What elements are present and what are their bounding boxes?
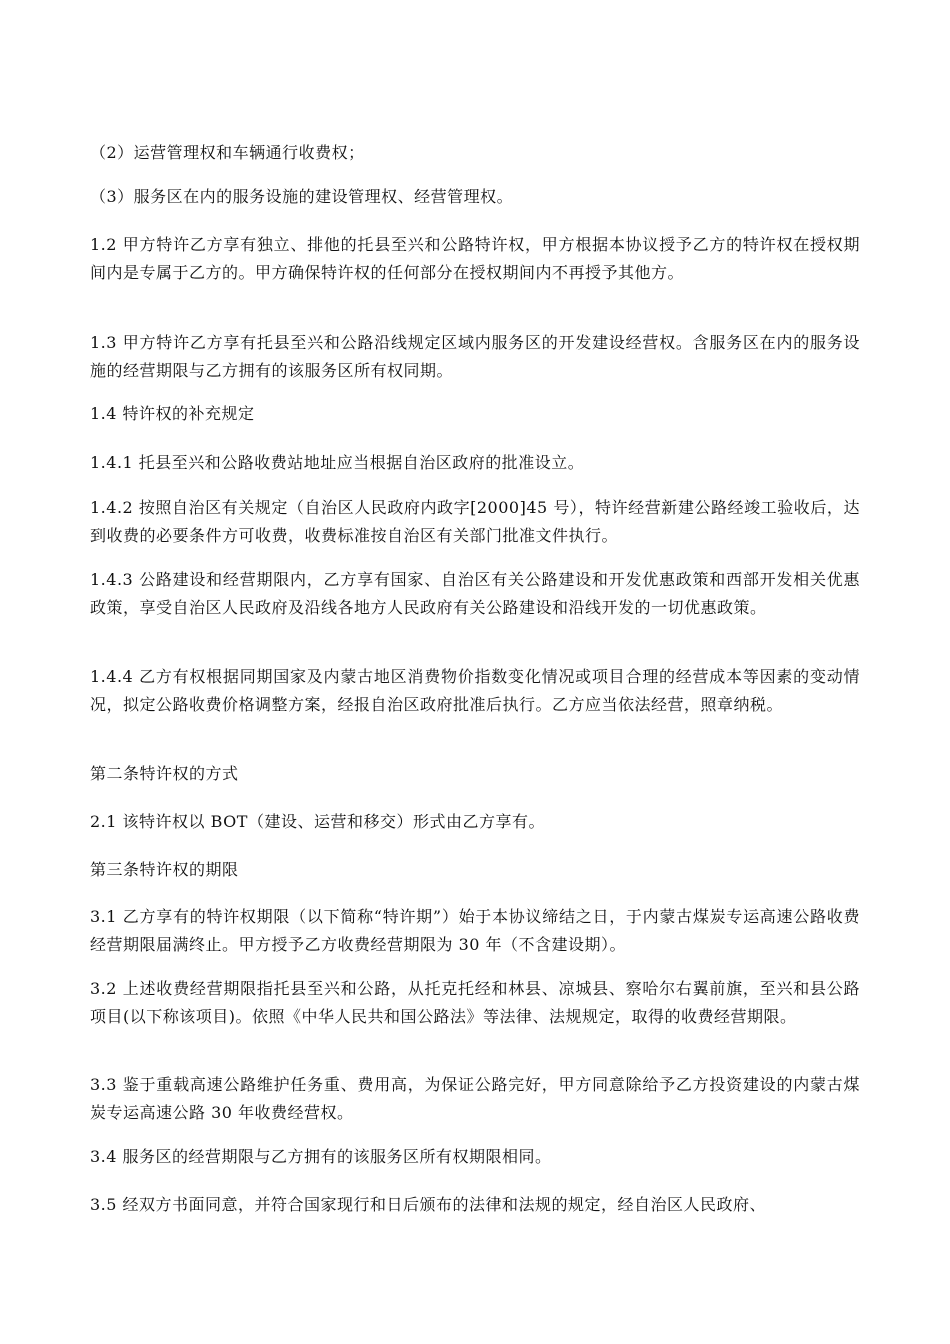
paragraph-3-3: 3.3 鉴于重载高速公路维护任务重、费用高，为保证公路完好，甲方同意除给予乙方投资建设的内蒙古煤炭专运高速公路 30 年收费经营权。	[90, 1075, 860, 1122]
paragraph-3-4: 3.4 服务区的经营期限与乙方拥有的该服务区所有权期限相同。	[90, 1147, 552, 1166]
paragraph-1-3: 1.3 甲方特许乙方享有托县至兴和公路沿线规定区域内服务区的开发建设经营权。含服务区在内的服务设施的经营期限与乙方拥有的该服务区所有权同期。	[90, 333, 860, 380]
paragraph-1-4-heading: 1.4 特许权的补充规定	[90, 404, 255, 423]
paragraph-1-4-1: 1.4.1 托县至兴和公路收费站地址应当根据自治区政府的批准设立。	[90, 453, 585, 472]
paragraph-3-service-rights: （3）服务区在内的服务设施的建设管理权、经营管理权。	[90, 187, 514, 206]
paragraph-2-1: 2.1 该特许权以 BOT（建设、运营和移交）形式由乙方享有。	[90, 812, 545, 831]
article-3-heading: 第三条特许权的期限	[90, 860, 239, 879]
paragraph-3-5: 3.5 经双方书面同意，并符合国家现行和日后颁布的法律和法规的规定，经自治区人民政府、	[90, 1195, 767, 1214]
paragraph-1-4-2: 1.4.2 按照自治区有关规定（自治区人民政府内政字[2000]45 号），特许经营新建公路经竣工验收后，达到收费的必要条件方可收费，收费标准按自治区有关部门批准文件执行。	[90, 498, 860, 545]
paragraph-3-1: 3.1 乙方享有的特许权期限（以下简称“特许期”）始于本协议缔结之日，于内蒙古煤炭专运高速公路收费经营期限届满终止。甲方授予乙方收费经营期限为 30 年（不含建设期）。	[90, 907, 860, 954]
paragraph-2-operation-rights: （2）运营管理权和车辆通行收费权；	[90, 143, 365, 162]
article-2-heading: 第二条特许权的方式	[90, 764, 239, 783]
paragraph-1-4-4: 1.4.4 乙方有权根据同期国家及内蒙古地区消费物价指数变化情况或项目合理的经营成本等因素的变动情况，拟定公路收费价格调整方案，经报自治区政府批准后执行。乙方应当依法经营，照章纳税。	[90, 667, 860, 714]
paragraph-3-2: 3.2 上述收费经营期限指托县至兴和公路，从托克托经和林县、凉城县、察哈尔右翼前旗，至兴和县公路项目(以下称该项目)。依照《中华人民共和国公路法》等法律、法规规定，取得的收费经营期限。	[90, 979, 860, 1026]
paragraph-1-2: 1.2 甲方特许乙方享有独立、排他的托县至兴和公路特许权，甲方根据本协议授予乙方的特许权在授权期间内是专属于乙方的。甲方确保特许权的任何部分在授权期间内不再授予其他方。	[90, 235, 860, 282]
paragraph-1-4-3: 1.4.3 公路建设和经营期限内，乙方享有国家、自治区有关公路建设和开发优惠政策和西部开发相关优惠政策，享受自治区人民政府及沿线各地方人民政府有关公路建设和沿线开发的一切优惠政策。	[90, 570, 860, 617]
